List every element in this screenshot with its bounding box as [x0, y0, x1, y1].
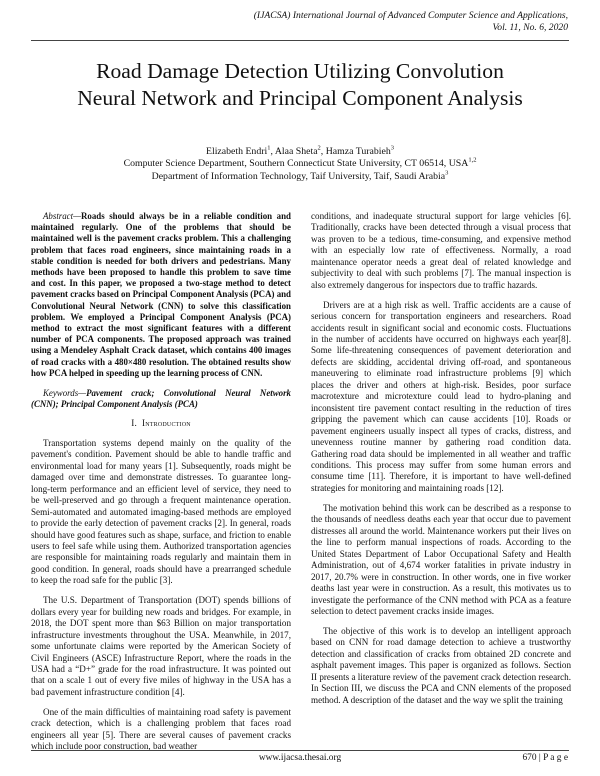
author-names: Elizabeth Endri$^1$, Alaa Sheta$^2$, Hamza Turabieh$^3$ — [206, 144, 394, 157]
abstract-lead: Abstract— — [43, 211, 81, 221]
affiliation-2-sup: 3 — [445, 169, 449, 177]
journal-header — [188, 10, 568, 34]
title-line-2: Neural Network and Principal Component Analysis — [77, 86, 523, 110]
affiliation-2 — [30, 171, 570, 183]
affiliation-1-sup: 1,2 — [468, 157, 477, 165]
header-rule — [31, 40, 569, 41]
title-line-1: Road Damage Detection Utilizing Convolution — [96, 59, 504, 83]
affiliation-1-text: Computer Science Department, Southern Connecticut State University, CT 06514, USA — [123, 158, 469, 170]
author-name: Alaa Sheta — [274, 146, 318, 157]
journal-volume: Vol. 11, No. 6, 2020 — [492, 22, 568, 33]
section-title: Introduction — [141, 418, 191, 429]
footer-url: www.ijacsa.thesai.org — [258, 753, 342, 763]
author-name: Elizabeth Endri — [206, 146, 268, 157]
author-sup: 1 — [267, 144, 271, 152]
keywords-text: Pavement crack; Convolutional Neural Network (CNN); Principal Component Analysis (PCA) — [31, 387, 291, 409]
body-paragraph: One of the main difficulties of maintaining road safety is pavement crack detection, which is a challenging problem that faces road engineers all year [5]. There are several causes of pavement cracks which include poor construction, bad weather — [31, 706, 291, 752]
section-heading — [31, 418, 291, 429]
keywords-lead: Keywords— — [43, 387, 87, 398]
abstract-text: Roads should always be in a reliable condition and maintained regularly. One of the problems that should be maintained well is the pavement cracks problem. This a challenging problem that faces road engineers, since maintaining roads in a stable condition is needed for both drivers and pedestrians. Many methods have been proposed to handle this problem to save time and cost. In this paper, we proposed a two-stage method to detect pavement cracks based on Principal Component Analysis (PCA) and Convolutional Neural Network (CNN) to solve this classification problem. We employed a Principal Component Analysis (PCA) method to extract the most significant features with a different number of PCA components. The proposed approach was trained using a Mendeley Asphalt Crack dataset, which contains 400 images of road cracks with a 480×480 resolution. The obtained results show how PCA helped in speeding up the learning process of CNN. — [31, 211, 291, 378]
body-paragraph: Transportation systems depend mainly on the quality of the pavement's condition. Pavement should be able to handle traffic and environmental load for many years [1]. Subsequently, roads might be damaged over time and demonstrate distresses. To guarantee long-long-term performance and an efficient level of service, they need to be well-preserved and go through a frequent maintenance operation. Semi-automated and automated imaging-based methods are employed to provide the early detection of pavement cracks [2]. In general, roads should have good features such as shape, surface, and friction to enable users to feel safe while using them. Authorized transportation agencies are responsible for maintaining roads regularly and maintain them in good condition. In general, roads should have a prearranged schedule to keep the road safe for the public [3]. — [31, 437, 291, 586]
keywords — [31, 388, 291, 410]
right-column — [311, 211, 571, 715]
body-paragraph: The objective of this work is to develop an intelligent approach based on CNN for road damage detection to achieve a trustworthy detection and classification of cracks from obtained 2D concrete and asphalt pavement images. This paper is organized as follows. Section II presents a literature review of the pavement crack detection research. In Section III, we discuss the PCA and CNN elements of the proposed method. A description of the dataset and the way we split the training — [311, 625, 571, 705]
author-block — [30, 146, 570, 183]
journal-name: (IJACSA) International Journal of Advanced Computer Science and Applications, — [253, 10, 568, 21]
author-sup: 2 — [317, 144, 321, 152]
affiliation-2-text: Department of Information Technology, Taif University, Taif, Saudi Arabia — [151, 170, 446, 182]
paper-title — [30, 58, 570, 112]
section-numeral: I. — [131, 418, 137, 429]
footer-rule — [31, 750, 569, 751]
body-paragraph: Drivers are at a high risk as well. Traffic accidents are a cause of serious concern for transportation engineers and researchers. Road accidents result in significant social and economic costs. Fluctuations in the number of accidents have occurred on highways each year[8]. Some life-threatening consequences of pavement deterioration and defects are skidding, accidental driving off-road, and spontaneous maneuvering to eliminate road infrastructure problems [9] which places the driver and others at high-risk. Besides, poor surface macrotexture and microtexture could lead to hydro-planing and inconsistent tire pavement contact resulting in the reduction of tires gripping the pavement which can cause accidents [10]. Roads or pavement engineers usually inspect all types of cracks, distress, and unevenness routine manner by gathering road condition data. Gathering road data should be implemented in all weather and traffic conditions. This process may suffer from some human errors and consume time [11]. Therefore, it is important to have well-defined strategies for monitoring and maintaining roads [12]. — [311, 299, 571, 493]
page-number: 670 | P a g e — [522, 753, 568, 763]
body-paragraph: The motivation behind this work can be described as a response to the thousands of needless deaths each year that occur due to pavement distresses all around the world. Maintenance workers put their lives on the line to perform manual inspections of roads. According to the United States Department of Labor Occupational Safety and Health Administration, out of 4,674 worker fatalities in private industry in 2017, 20.7% were in construction. In other words, one in five worker deaths last year were in construction. As a result, this motivates us to investigate the performance of the CNN method with PCA as a feature selection to detect pavement cracks inside images. — [311, 502, 571, 616]
author-name: Hamza Turabieh — [325, 146, 391, 157]
left-column — [31, 211, 291, 761]
body-paragraph: conditions, and inadequate structural support for large vehicles [6]. Traditionally, cracks have been detected through a visual process that was proven to be a tedious, time-consuming, and expensive method with an especially low rate of effectiveness. Normally, a road maintenance operator needs a great deal of related knowledge and subjectivity to deal with such problems [7]. The manual inspection is also extremely dangerous for inspectors due to traffic hazards. — [311, 211, 571, 290]
affiliation-1 — [30, 158, 570, 170]
abstract — [31, 211, 291, 379]
author-sup: 3 — [390, 144, 394, 152]
body-paragraph: The U.S. Department of Transportation (DOT) spends billions of dollars every year for building new roads and bridges. For example, in 2018, the DOT spent more than $63 Billion on major transportation infrastructure investments throughout the USA. Meanwhile, in 2017, some unfortunate claims were reported by the American Society of Civil Engineers (ASCE) Infrastructure Report, where the roads in the USA had a “D+” grade for the road infrastructure. It was pointed out that on a scale 1 out of every five miles of highway in the USA has a bad pavement infrastructure condition [4]. — [31, 595, 291, 697]
